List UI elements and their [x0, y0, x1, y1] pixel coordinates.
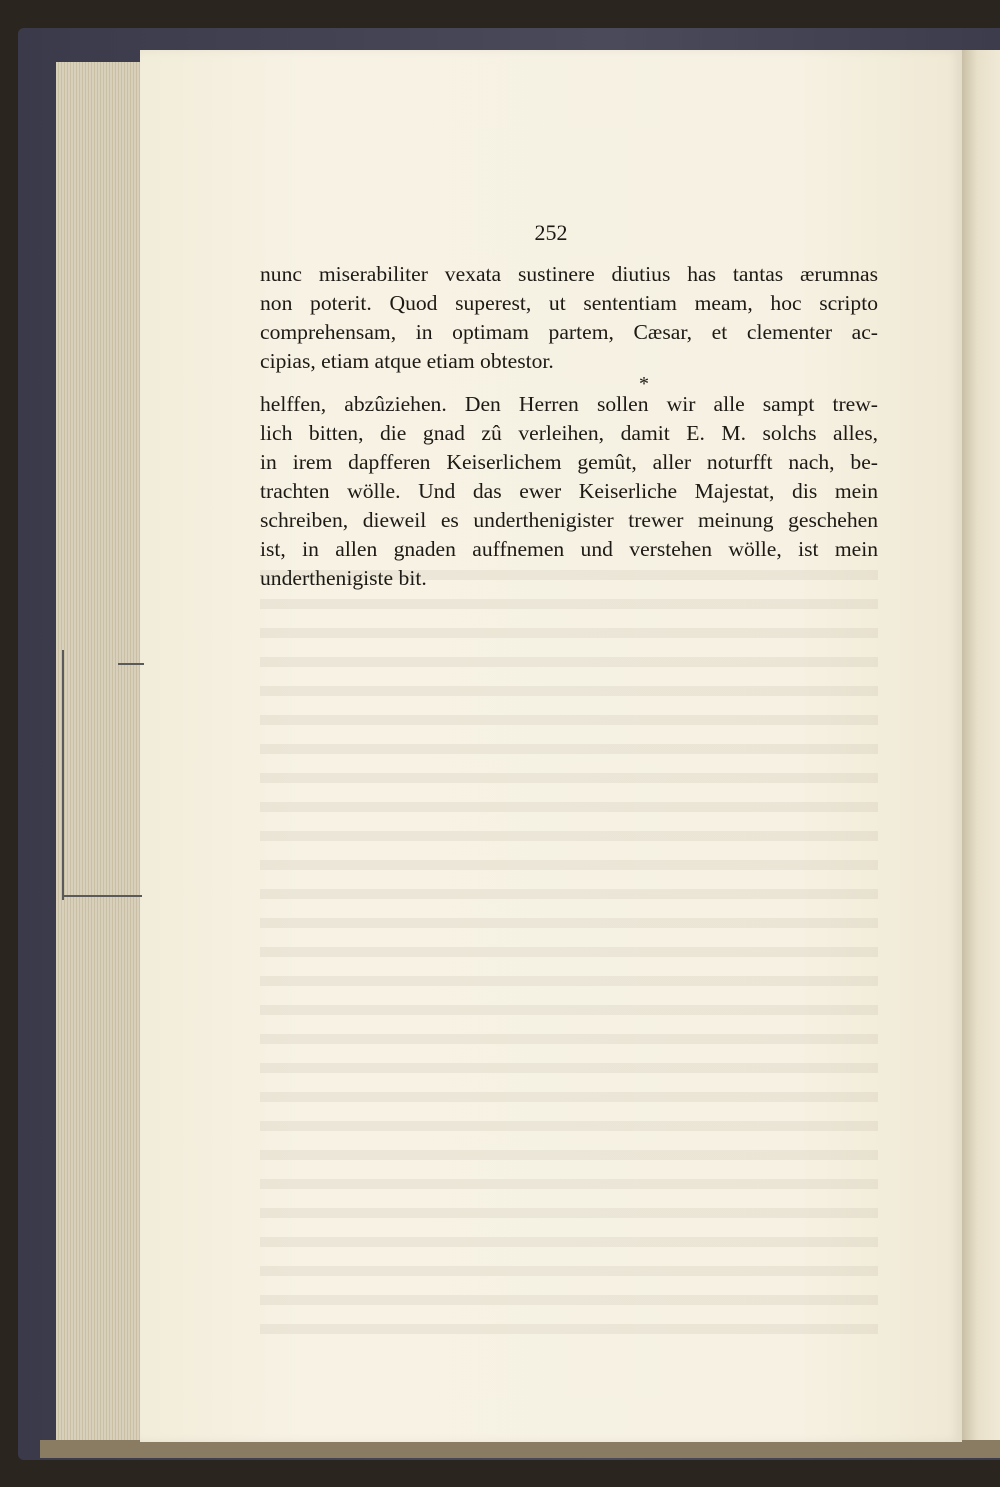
- page-number: 252: [534, 220, 568, 245]
- text-line: nunc miserabiliter vexata sustinere diutius has tantas ærumnas: [260, 262, 878, 286]
- margin-pencil-mark: [62, 895, 142, 897]
- text-line: in irem dapfferen Keiserlichem gemût, aller noturfft nach, be-: [260, 450, 878, 474]
- text-line: lich bitten, die gnad zû verleihen, damit E. M. solchs alles,: [260, 421, 878, 445]
- page-text: [260, 260, 878, 593]
- text-line: non poterit. Quod superest, ut sententiam meam, hoc scripto: [260, 291, 878, 315]
- latin-paragraph: [260, 260, 878, 376]
- margin-pencil-mark: [118, 663, 144, 665]
- page-edges: [56, 62, 147, 1440]
- german-paragraph: [260, 390, 878, 593]
- book-bottom-edge: [40, 1440, 1000, 1458]
- text-line: comprehensam, in optimam partem, Cæsar, et clementer ac-: [260, 320, 878, 344]
- text-line: schreiben, dieweil es underthenigister trewer meinung geschehen: [260, 508, 878, 532]
- bleed-through-text: [260, 570, 878, 1340]
- text-line: ist, in allen gnaden auffnemen und verstehen wölle, ist mein: [260, 537, 878, 561]
- text-line: cipias, etiam atque etiam obtestor.: [260, 349, 554, 373]
- text-line: helffen, abzûziehen. Den Herren sollen wir alle sampt trew-: [260, 392, 878, 416]
- margin-pencil-mark: [62, 650, 64, 900]
- text-line: underthenigiste bit.: [260, 566, 427, 590]
- adjacent-page-edge: [962, 50, 1000, 1442]
- section-separator: *: [639, 373, 649, 395]
- text-line: trachten wölle. Und das ewer Keiserliche Majestat, dis mein: [260, 479, 878, 503]
- book-page: [140, 50, 962, 1442]
